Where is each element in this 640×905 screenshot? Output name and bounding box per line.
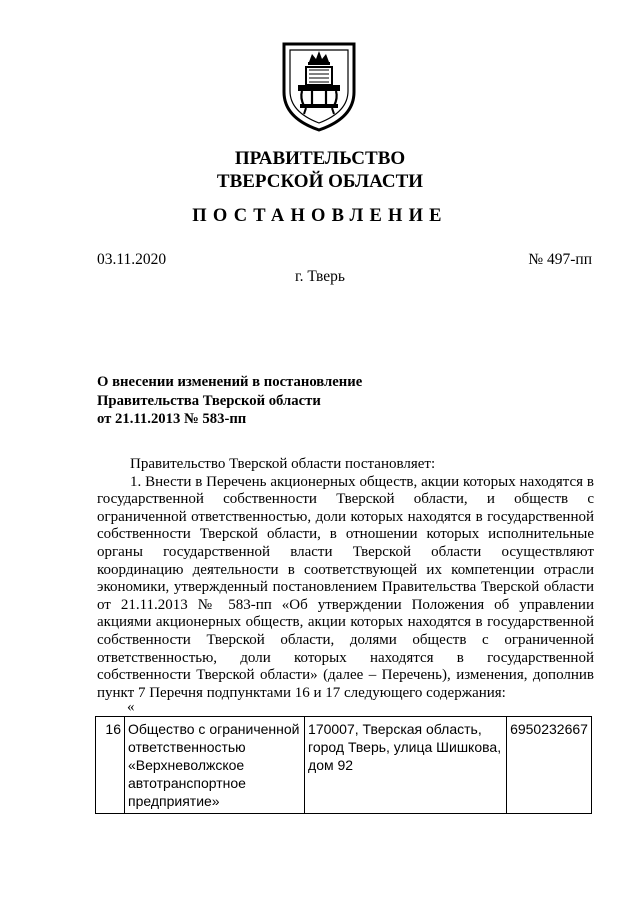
document-number: № 497-пп [528, 251, 592, 268]
document-subject [97, 373, 417, 429]
subject-line-1: О внесении изменений в постановление [97, 374, 363, 390]
row-inn: 6950232667 [507, 717, 592, 814]
subject-line-3: от 21.11.2013 № 583-пп [97, 411, 247, 427]
body-paragraph-1: 1. Внести в Перечень акционерных обществ, акции которых находятся в государственной собственности Тверской области, и обществ с ограниченной ответственностью, доли которых находятся в государственной собственности Тверской области, в отношении которых исполнительные органы государственной власти Тверской области осуществляют координацию деятельности в соответствующей их компетенции отрасли экономики, утвержденный постановлением Правительства Тверской области от 21.11.2013 № 583-пп «Об утверждении Положения об управлении акциями акционерных обществ, акции которых находятся в государственной собственности Тверской области, долями обществ с ограниченной ответственностью, доли которых находятся в государственной собственности Тверской области» (далее – Перечень), изменения, дополнив пункт 7 Перечня подпунктами 16 и 17 следующего содержания: [97, 473, 594, 701]
document-body [97, 456, 594, 702]
row-address: 170007, Тверская область, город Тверь, улица Шишкова, дом 92 [305, 717, 507, 814]
entries-table [95, 716, 592, 814]
document-type: ПОСТАНОВЛЕНИЕ [192, 206, 448, 226]
organization-name: ПРАВИТЕЛЬСТВО [234, 148, 406, 169]
coat-of-arms-icon [276, 40, 362, 132]
document-date: 03.11.2020 [97, 251, 167, 268]
row-number: 16 [96, 717, 125, 814]
subject-line-2: Правительства Тверской области [97, 392, 321, 409]
body-intro: Правительство Тверской области постановляет: [130, 456, 436, 472]
organization-region: ТВЕРСКОЙ ОБЛАСТИ [216, 171, 424, 192]
opening-quote: « [127, 699, 135, 715]
row-company-name: Общество с ограниченной ответственностью «Верхневолжское автотранспортное предприятие» [125, 717, 305, 814]
document-city: г. Тверь [295, 268, 345, 285]
table-row [96, 717, 592, 814]
